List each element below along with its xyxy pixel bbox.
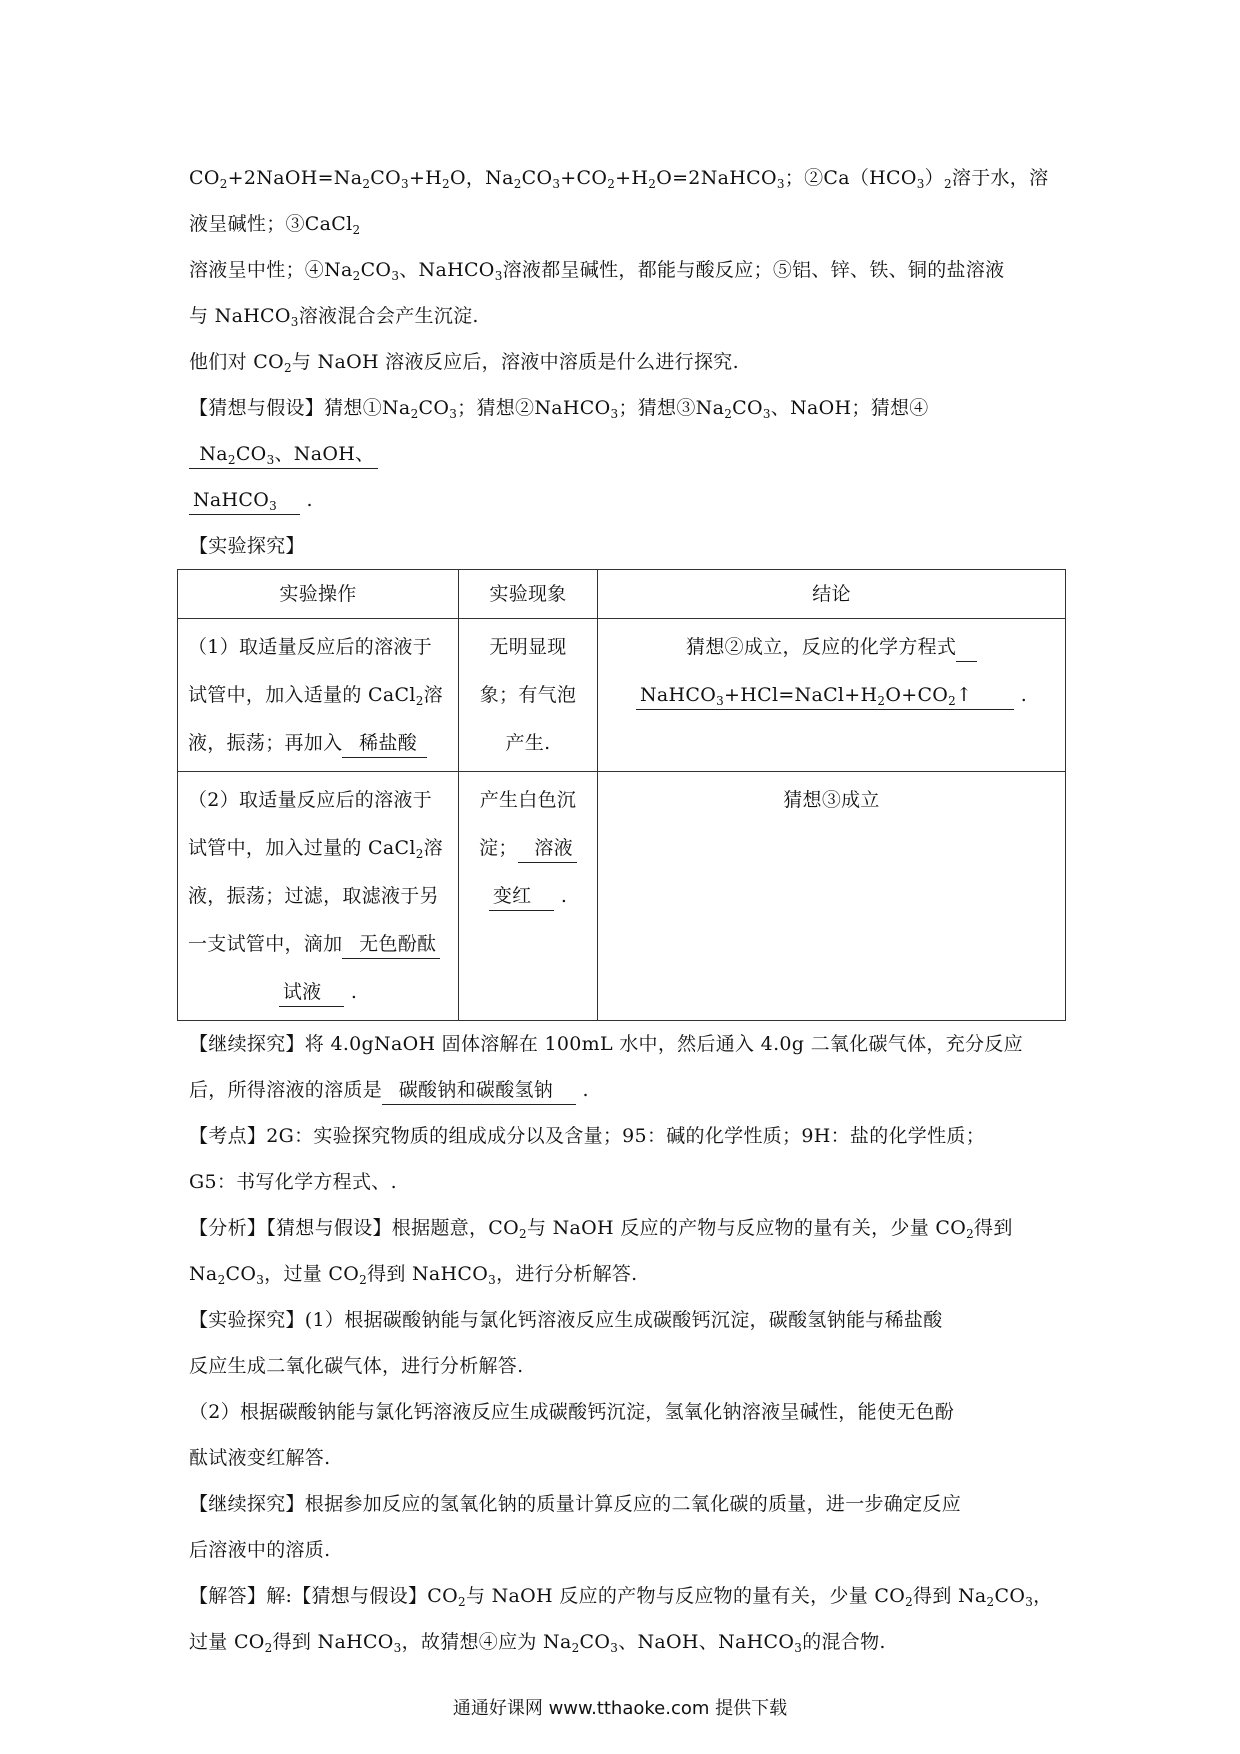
answer-blank-guess4-cont: NaHCO$_3$ — [189, 486, 300, 515]
row2-conclusion: 猜想③成立 — [598, 772, 1066, 1021]
page-footer: 通通好课网 www.tthaoke.com 提供下载 — [452, 1698, 788, 1719]
header-phenomenon: 实验现象 — [459, 570, 598, 619]
info-line-2: 溶液呈中性；$④Na_2CO_3$、NaHCO$_3$溶液都呈碱性，都能与酸反应；⑤铝、锌、铁、铜的盐溶液 — [189, 259, 1005, 283]
answer-blank-color-cont: 变红 — [489, 882, 555, 911]
answer-blank-eq-start — [956, 633, 977, 662]
solution-section: 【解答】解:【猜想与假设】$CO_2$与 NaOH 反应的产物与反应物的量有关，少量 $CO_2$得到 $Na_2CO_3$， — [189, 1585, 1053, 1609]
solution-section-cont: 过量 $CO_2$得到 NaHCO$_3$，故猜想④应为 $Na_2CO_3$、NaOH、NaHCO$_3$的混合物. — [189, 1631, 886, 1655]
table-header-row — [178, 570, 1066, 619]
guess-hypothesis-cont: NaHCO$_3$ . — [189, 477, 1065, 523]
answer-blank-acid: 稀盐酸 — [342, 729, 427, 758]
analysis-experiment-2-cont: 酞试液变红解答. — [189, 1447, 331, 1469]
row1-operation: （1）取适量反应后的溶液于 试管中，加入适量的 CaCl$_2$溶 液，振荡；再加入 稀盐酸 — [178, 619, 459, 772]
analysis-continue-cont: 后溶液中的溶质. — [189, 1539, 331, 1561]
info-line-3: 与 NaHCO$_3$溶液混合会产生沉淀. — [189, 305, 479, 329]
continue-explore-cont: 后，所得溶液的溶质是 碳酸钠和碳酸氢钠 . — [189, 1067, 1065, 1113]
analysis-section: 【分析】【猜想与假设】根据题意，$CO_2$与 NaOH 反应的产物与反应物的量有关，少量 $CO_2$得到 — [189, 1217, 1013, 1241]
continue-explore: 【继续探究】将 4.0gNaOH 固体溶解在 100mL 水中，然后通入 4.0g 二氧化碳气体，充分反应 — [189, 1033, 1023, 1055]
intro-paragraph: 他们对 $CO_2$与 NaOH 溶液反应后，溶液中溶质是什么进行探究. — [189, 351, 739, 375]
kaodian-section-cont: G5：书写化学方程式、. — [189, 1171, 397, 1193]
experiment-table — [177, 569, 1066, 1021]
experiment-heading: 【实验探究】 — [189, 535, 305, 557]
answer-blank-solute: 碳酸钠和碳酸氢钠 — [382, 1076, 576, 1105]
answer-blank-indicator: 无色酚酞 — [342, 930, 440, 959]
row2-phenomenon: 产生白色沉 淀； 溶液 变红 . — [459, 772, 598, 1021]
analysis-experiment-1: 【实验探究】(1）根据碳酸钠能与氯化钙溶液反应生成碳酸钙沉淀，碳酸氢钠能与稀盐酸 — [189, 1309, 943, 1331]
analysis-experiment-2: （2）根据碳酸钠能与氯化钙溶液反应生成碳酸钙沉淀，氢氧化钠溶液呈碱性，能使无色酚 — [189, 1401, 955, 1423]
header-conclusion: 结论 — [598, 570, 1066, 619]
guess-hypothesis: 【猜想与假设】猜想$①Na_2CO_3$；猜想②NaHCO$_3$；猜想$③Na_2CO_3$、NaOH；猜想④ $Na_2CO_3$、NaOH、 — [189, 397, 929, 467]
table-row — [178, 619, 1066, 772]
answer-blank-color: 溶液 — [518, 834, 577, 863]
info-line-1: $CO_2+2NaOH=Na_2CO_3+H_2O$，$Na_2CO_3+CO_2+H_2O=2NaHCO_3$；$②Ca(HCO_3)_2$溶于水，溶液呈碱性；③CaCl$_2$ — [189, 167, 1049, 237]
answer-blank-indicator-cont: 试液 — [279, 978, 345, 1007]
analysis-experiment-1-cont: 反应生成二氧化碳气体，进行分析解答. — [189, 1355, 524, 1377]
header-operation: 实验操作 — [178, 570, 459, 619]
document-body — [189, 155, 1065, 1665]
answer-blank-guess4: $Na_2CO_3$、NaOH、 — [189, 440, 378, 469]
analysis-continue: 【继续探究】根据参加反应的氢氧化钠的质量计算反应的二氧化碳的质量，进一步确定反应 — [189, 1493, 962, 1515]
kaodian-section: 【考点】2G：实验探究物质的组成成分以及含量；95：碱的化学性质；9H：盐的化学性质； — [189, 1125, 986, 1147]
row1-phenomenon: 无明显现 象；有气泡 产生. — [459, 619, 598, 772]
answer-blank-equation: $NaHCO_3+HCl=NaCl+H_2O+CO_2↑$ — [636, 681, 1014, 710]
row2-operation: （2）取适量反应后的溶液于 试管中，加入过量的 CaCl$_2$溶 液，振荡；过滤，取滤液于另 一支试管中，滴加 无色酚酞 试液 . — [178, 772, 459, 1021]
analysis-section-cont: $Na_2CO_3$，过量 $CO_2$得到 NaHCO$_3$，进行分析解答. — [189, 1263, 638, 1287]
table-row — [178, 772, 1066, 1021]
row1-conclusion: 猜想②成立，反应的化学方程式 $NaHCO_3+HCl=NaCl+H_2O+CO_2↑$ . — [598, 619, 1066, 772]
